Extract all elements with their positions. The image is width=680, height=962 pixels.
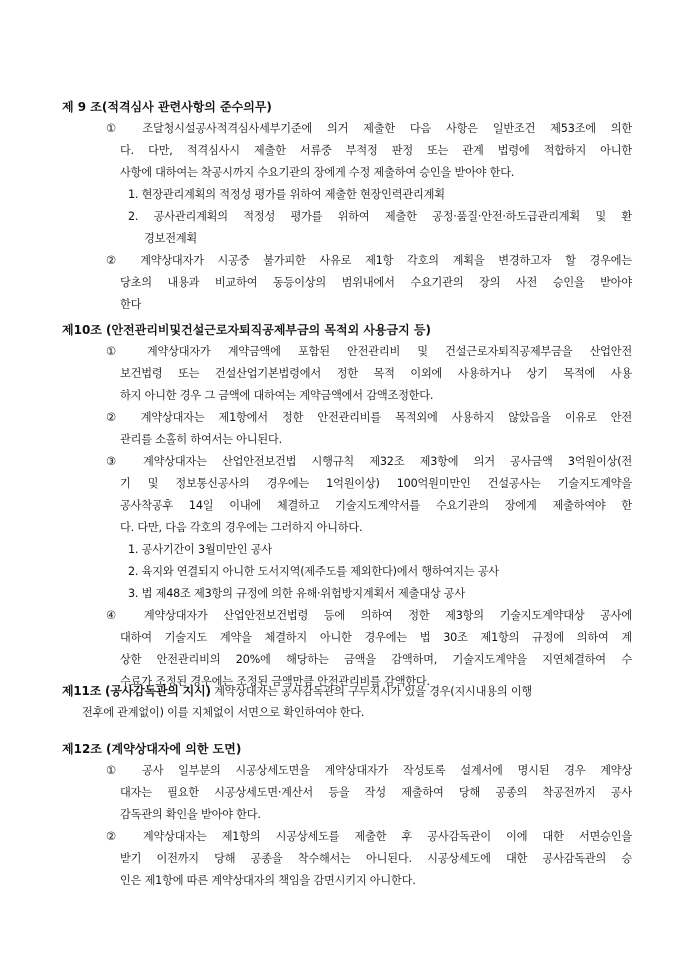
sub-item-line: 1. 공사기간이 3월미만인 공사	[128, 543, 272, 556]
paragraph-line: ② 계약상대자가 시공중 불가피한 사유로 제1항 각호의 계획을 변경하고자 할 경우에는	[106, 254, 632, 267]
paragraph-line: 상한 안전관리비의 20%에 해당하는 금액을 감액하며, 기술지도계약을 지연체결하여 수	[120, 653, 632, 666]
paragraph-line: ③ 계약상대자는 산업안전보건법 시행규칙 제32조 제3항에 의거 공사금액 3억원이상(전	[106, 455, 632, 468]
paragraph-line: 수료가 조정된 경우에는 조정된 금액만큼 안전관리비를 감액한다.	[120, 675, 430, 688]
paragraph-line: ② 계약상대자는 제1항의 시공상세도를 제출한 후 공사감독관이 이에 대한 서면승인을	[106, 830, 632, 843]
paragraph-line: ① 계약상대자가 계약금액에 포함된 안전관리비 및 건설근로자퇴직공제부금을 산업안전	[106, 345, 632, 358]
paragraph-line: 다. 다만, 다음 각호의 경우에는 그러하지 아니하다.	[120, 521, 363, 534]
paragraph-line: 한다	[120, 298, 142, 311]
sub-item-line: 3. 법 제48조 제3항의 규정에 의한 유해·위험방지계획서 제출대상 공사	[128, 587, 466, 600]
paragraph-line: 보건법령 또는 건설산업기본법령에서 정한 목적 이외에 사용하거나 상기 목적에 사용	[120, 367, 632, 380]
paragraph-line: 기 및 정보통신공사의 경우에는 1억원이상) 100억원미만인 건설공사는 기술지도계약을	[120, 477, 632, 490]
paragraph-text: 계약상대자는 공사감독관의 구두지시가 있을 경우(지시내용의 이행	[214, 685, 533, 698]
article-title: 제11조 (공사감독관의 지시)	[62, 684, 211, 698]
paragraph-line: 대하여 기술지도 계약을 체결하지 아니한 경우에는 법 30조 제1항의 규정에 의하여 계	[120, 631, 632, 644]
sub-item-line: 2. 육지와 연결되지 아니한 도서지역(제주도를 제외한다)에서 행하여지는 공사	[128, 565, 499, 578]
article-title: 제10조 (안전관리비및건설근로자퇴직공제부금의 목적외 사용금지 등)	[62, 323, 431, 337]
article-9	[62, 96, 632, 316]
article-11-first-line	[62, 680, 632, 702]
sub-item-line: 경보전계획	[144, 232, 198, 245]
article-11	[62, 680, 632, 724]
paragraph-line: 공사착공후 14일 이내에 체결하고 기술지도계약서를 수요기관의 장에게 제출하여야 한	[120, 499, 632, 512]
article-10	[62, 319, 632, 693]
article-title: 제 9 조(적격심사 관련사항의 준수의무)	[62, 100, 272, 114]
paragraph-line: 당초의 내용과 비교하여 동등이상의 범위내에서 수요기관의 장의 사전 승인을 받아야	[120, 276, 632, 289]
paragraph-line: ② 계약상대자는 제1항에서 정한 안전관리비를 목적외에 사용하지 않았음을 이유로 안전	[106, 411, 632, 424]
paragraph-line: 하지 아니한 경우 그 금액에 대하여는 계약금액에서 감액조정한다.	[120, 389, 434, 402]
paragraph-line: ① 공사 일부분의 시공상세도면을 계약상대자가 작성토록 설계서에 명시된 경우 계약상	[106, 764, 632, 777]
paragraph-line: 전후에 관계없이) 이를 지체없이 서면으로 확인하여야 한다.	[82, 706, 365, 719]
paragraph-line: 인은 제1항에 따른 계약상대자의 책임을 감면시키지 아니한다.	[120, 874, 416, 887]
paragraph-line: ① 조달청시설공사적격심사세부기준에 의거 제출한 다음 사항은 일반조건 제53조에 의한	[106, 122, 632, 135]
paragraph-line: 관리를 소홀히 하여서는 아니된다.	[120, 433, 282, 446]
paragraph-line: ④ 계약상대자가 산업안전보건법령 등에 의하여 정한 제3항의 기술지도계약대상 공사에	[106, 609, 632, 622]
paragraph-line: 대자는 필요한 시공상세도면·계산서 등을 작성 제출하여 당해 공종의 착공전까지 공사	[120, 786, 632, 799]
sub-item-line: 2. 공사관리계획의 적정성 평가를 위하여 제출한 공정·품질·안전·하도급관리계획 및 환	[128, 210, 632, 223]
paragraph-line: 다. 다만, 적격심사시 제출한 서류중 부적정 판정 또는 관계 법령에 적합하지 아니한	[120, 144, 632, 157]
paragraph-line: 사항에 대하여는 착공시까지 수요기관의 장에게 수정 제출하여 승인을 받아야 한다.	[120, 166, 515, 179]
sub-item-line: 1. 현장관리계획의 적정성 평가를 위하여 제출한 현장인력관리계획	[128, 188, 445, 201]
paragraph-line: 받기 이전까지 당해 공종을 착수해서는 아니된다. 시공상세도에 대한 공사감독관의 승	[120, 852, 632, 865]
article-12	[62, 738, 632, 892]
article-title: 제12조 (계약상대자에 의한 도면)	[62, 742, 242, 756]
paragraph-line: 감독관의 확인을 받아야 한다.	[120, 808, 261, 821]
